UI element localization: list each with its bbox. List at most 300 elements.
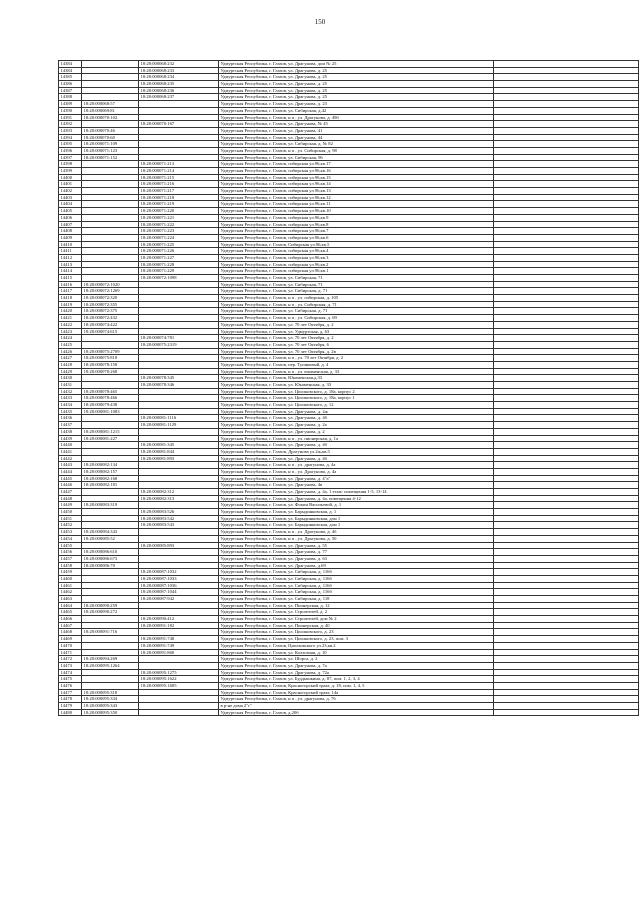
row-number-cell: 14462 — [59, 589, 82, 596]
note-cell — [494, 147, 639, 154]
table-row — [59, 194, 639, 201]
row-number-cell: 14440 — [59, 442, 82, 449]
land-cadastral-cell — [82, 248, 139, 255]
row-number-cell: 14463 — [59, 596, 82, 603]
land-cadastral-cell — [82, 596, 139, 603]
table-row — [59, 147, 639, 154]
note-cell — [494, 582, 639, 589]
row-number-cell: 14426 — [59, 348, 82, 355]
land-cadastral-cell — [82, 442, 139, 449]
land-cadastral-cell — [82, 569, 139, 576]
building-cadastral-cell: 18:28:000068:235 — [139, 81, 219, 88]
note-cell — [494, 669, 639, 676]
note-cell — [494, 61, 639, 68]
building-cadastral-cell — [139, 281, 219, 288]
note-cell — [494, 402, 639, 409]
table-row — [59, 502, 639, 509]
building-cadastral-cell — [139, 308, 219, 315]
address-cell: Удмуртская Республика, г. Глазов, сибирская ул.96,кв.16 — [219, 168, 494, 175]
building-cadastral-cell: 18:28:000071:220 — [139, 208, 219, 215]
land-cadastral-cell — [82, 448, 139, 455]
row-number-cell: 14452 — [59, 522, 82, 529]
address-cell: Удмуртская Республика, г. Глазов, сибирская ул.96,кв.6 — [219, 234, 494, 241]
building-cadastral-cell: 18:28:000071:222 — [139, 221, 219, 228]
building-cadastral-cell: 18:28:000087:1036 — [139, 582, 219, 589]
row-number-cell: 14431 — [59, 382, 82, 389]
note-cell — [494, 468, 639, 475]
address-cell: Удмуртская Республика, г. Глазов, ул. Драгунова, 41 — [219, 127, 494, 134]
land-cadastral-cell — [82, 382, 139, 389]
table-row — [59, 228, 639, 235]
row-number-cell: 14416 — [59, 281, 82, 288]
table-row — [59, 515, 639, 522]
address-cell: Удмуртская Республика, г. Глазов, ул. Юкаменская, д. 33 — [219, 382, 494, 389]
address-cell: Удмуртская Республика, г. Глазов, ул. Драгунова, д. 4а, 1 этаж: помещения 1-5, 13-14 — [219, 489, 494, 496]
address-cell: Удмуртская Республика, г. Глазов, ул. Колхозная, д. 10 — [219, 649, 494, 656]
land-cadastral-cell — [82, 636, 139, 643]
land-cadastral-cell — [82, 676, 139, 683]
note-cell — [494, 275, 639, 282]
row-number-cell: 14405 — [59, 208, 82, 215]
table-row — [59, 127, 639, 134]
note-cell — [494, 87, 639, 94]
address-cell: Удмуртская Республика, г. Глазов, сибирская ул.96,кв.17 — [219, 161, 494, 168]
row-number-cell: 14471 — [59, 649, 82, 656]
row-number-cell: 14393 — [59, 127, 82, 134]
table-row — [59, 174, 639, 181]
note-cell — [494, 295, 639, 302]
land-cadastral-cell — [82, 335, 139, 342]
address-cell: Удмуртская Республика, г. Глазов, ул. Драгунова, д. 77 — [219, 549, 494, 556]
note-cell — [494, 234, 639, 241]
row-number-cell: 14436 — [59, 415, 82, 422]
note-cell — [494, 408, 639, 415]
note-cell — [494, 208, 639, 215]
table-row — [59, 535, 639, 542]
land-cadastral-cell: 18:28:000095:318 — [82, 689, 139, 696]
land-cadastral-cell — [82, 174, 139, 181]
table-row — [59, 261, 639, 268]
note-cell — [494, 355, 639, 362]
address-cell: Удмуртская Республика, г. Глазов, ул. Строителей, дом № 2 — [219, 616, 494, 623]
building-cadastral-cell — [139, 609, 219, 616]
table-row — [59, 288, 639, 295]
address-cell: Удмуртская Республика, г. Глазов, ул. Пионерская, д. 40 — [219, 622, 494, 629]
note-cell — [494, 127, 639, 134]
building-cadastral-cell — [139, 428, 219, 435]
land-cadastral-cell: 18:28:000091:716 — [82, 629, 139, 636]
address-cell: Удмуртская Республика, г. Глазов, ул. Сибирская, д. 71 — [219, 288, 494, 295]
land-cadastral-cell — [82, 682, 139, 689]
table-row — [59, 475, 639, 482]
building-cadastral-cell: 18:28:000068:233 — [139, 67, 219, 74]
note-cell — [494, 101, 639, 108]
building-cadastral-cell — [139, 295, 219, 302]
address-cell: Удмуртская Республика, г. Глазов, ул. Сибирская, 96 — [219, 154, 494, 161]
registry-table-body — [59, 61, 639, 716]
row-number-cell: 14399 — [59, 168, 82, 175]
row-number-cell: 14444 — [59, 468, 82, 475]
note-cell — [494, 549, 639, 556]
building-cadastral-cell — [139, 703, 219, 710]
building-cadastral-cell: 18:28:000087:1033 — [139, 575, 219, 582]
row-number-cell: 14421 — [59, 315, 82, 322]
building-cadastral-cell: 18:28:000083:526 — [139, 509, 219, 516]
land-cadastral-cell: 18:28:000081:1083 — [82, 408, 139, 415]
land-cadastral-cell: 18:28:000082:181 — [82, 482, 139, 489]
building-cadastral-cell — [139, 629, 219, 636]
building-cadastral-cell: 18:28:000072:1098 — [139, 275, 219, 282]
land-cadastral-cell: 18:28:000069:81 — [82, 107, 139, 114]
table-row — [59, 468, 639, 475]
table-row — [59, 462, 639, 469]
land-cadastral-cell: 18:28:000070:60 — [82, 134, 139, 141]
note-cell — [494, 562, 639, 569]
land-cadastral-cell — [82, 515, 139, 522]
note-cell — [494, 482, 639, 489]
land-cadastral-cell — [82, 589, 139, 596]
note-cell — [494, 94, 639, 101]
table-row — [59, 689, 639, 696]
note-cell — [494, 154, 639, 161]
address-cell: Удмуртская Республика, г. Глазов, Красногорский тракт, д. 18, пом. 1, 4, 5 — [219, 682, 494, 689]
building-cadastral-cell: 18:28:000070:167 — [139, 121, 219, 128]
table-row — [59, 649, 639, 656]
address-cell: Удмуртская Республика, г. Глазов, ул. Барыдинковская, д. 1 — [219, 509, 494, 516]
land-cadastral-cell — [82, 422, 139, 429]
table-row — [59, 355, 639, 362]
row-number-cell: 14443 — [59, 462, 82, 469]
building-cadastral-cell: 18:28:000074:781 — [139, 335, 219, 342]
land-cadastral-cell — [82, 268, 139, 275]
table-row — [59, 375, 639, 382]
table-row — [59, 669, 639, 676]
building-cadastral-cell — [139, 475, 219, 482]
address-cell: Удмуртская Республика, г. Глазов, ул. Шорса, д. 2 — [219, 656, 494, 663]
table-row — [59, 61, 639, 68]
building-cadastral-cell — [139, 101, 219, 108]
land-cadastral-cell — [82, 669, 139, 676]
row-number-cell: 14420 — [59, 308, 82, 315]
building-cadastral-cell: 18:28:000071:221 — [139, 214, 219, 221]
table-row — [59, 248, 639, 255]
land-cadastral-cell — [82, 94, 139, 101]
building-cadastral-cell — [139, 361, 219, 368]
note-cell — [494, 542, 639, 549]
building-cadastral-cell — [139, 301, 219, 308]
address-cell: Удмуртская Республика, г. Глазов, ул. Фокин Васильевой, д. 1 — [219, 502, 494, 509]
building-cadastral-cell — [139, 395, 219, 402]
table-row — [59, 555, 639, 562]
table-row — [59, 522, 639, 529]
note-cell — [494, 248, 639, 255]
note-cell — [494, 529, 639, 536]
row-number-cell: 14390 — [59, 107, 82, 114]
table-row — [59, 275, 639, 282]
land-cadastral-cell: 18:28:000090:259 — [82, 602, 139, 609]
land-cadastral-cell: 18:28:000079:438 — [82, 402, 139, 409]
table-row — [59, 328, 639, 335]
land-cadastral-cell: 18:28:000072:1020 — [82, 281, 139, 288]
building-cadastral-cell — [139, 134, 219, 141]
building-cadastral-cell: 18:28:000071:215 — [139, 174, 219, 181]
building-cadastral-cell — [139, 555, 219, 562]
note-cell — [494, 168, 639, 175]
building-cadastral-cell: 18:28:000071:225 — [139, 241, 219, 248]
land-cadastral-cell: 18:28:000085:52 — [82, 535, 139, 542]
building-cadastral-cell — [139, 388, 219, 395]
land-cadastral-cell — [82, 161, 139, 168]
note-cell — [494, 395, 639, 402]
address-cell: Удмуртская Республика, г. Глазов, ул. Пионерская, д. 12 — [219, 602, 494, 609]
address-cell: Удмуртская Республика, г. Глазов, ул. Циолковского, д. 18а, корпус 2 — [219, 388, 494, 395]
note-cell — [494, 629, 639, 636]
table-row — [59, 74, 639, 81]
row-number-cell: 14466 — [59, 616, 82, 623]
note-cell — [494, 328, 639, 335]
land-cadastral-cell: 18:28:000090:272 — [82, 609, 139, 616]
note-cell — [494, 502, 639, 509]
address-cell: Удмуртская Республика, г. Глазов, ул. Драгунова, д. 4б — [219, 455, 494, 462]
address-cell: Удмуртская Республика, г. Глазов, ул. Сибирская, д. 116б — [219, 575, 494, 582]
row-number-cell: 14472 — [59, 656, 82, 663]
building-cadastral-cell: 18:28:000087:942 — [139, 596, 219, 603]
row-number-cell: 14423 — [59, 328, 82, 335]
land-cadastral-cell: 18:28:000095:334 — [82, 696, 139, 703]
address-cell: Удмуртская Республика, г. Глазов, н п , ул. драгунова, д. 76 — [219, 696, 494, 703]
address-cell: Удмуртская Республика, г. Глазов, н п , ул. 70 лет Октября, д. 2 — [219, 355, 494, 362]
row-number-cell: 14400 — [59, 174, 82, 181]
building-cadastral-cell — [139, 328, 219, 335]
row-number-cell: 14447 — [59, 489, 82, 496]
land-cadastral-cell: 18:28:000070:46 — [82, 127, 139, 134]
note-cell — [494, 555, 639, 562]
land-cadastral-cell — [82, 542, 139, 549]
land-cadastral-cell — [82, 254, 139, 261]
address-cell: Удмуртская Республика, г. Глазов, сибирская ул.96,кв.14 — [219, 181, 494, 188]
note-cell — [494, 361, 639, 368]
address-cell: Удмуртская Республика, г. Глазов, ул. Барыдинковская, дом 1 — [219, 522, 494, 529]
note-cell — [494, 201, 639, 208]
table-row — [59, 562, 639, 569]
building-cadastral-cell: 18:28:000082:312 — [139, 489, 219, 496]
table-row — [59, 569, 639, 576]
note-cell — [494, 609, 639, 616]
building-cadastral-cell: 18:28:000068:234 — [139, 74, 219, 81]
building-cadastral-cell — [139, 709, 219, 716]
land-cadastral-cell — [82, 67, 139, 74]
row-number-cell: 14441 — [59, 448, 82, 455]
note-cell — [494, 535, 639, 542]
building-cadastral-cell: 18:28:000071:229 — [139, 268, 219, 275]
row-number-cell: 14401 — [59, 181, 82, 188]
land-cadastral-cell: 18:28:000086:673 — [82, 555, 139, 562]
row-number-cell: 14410 — [59, 241, 82, 248]
address-cell: Удмуртская Республика, г. Глазов, ул. Драгунова, д. 25 — [219, 74, 494, 81]
address-cell: Удмуртская Республика, г. Глазов, сибирская ул.96,кв.2 — [219, 261, 494, 268]
land-cadastral-cell: 18:28:000078:158 — [82, 361, 139, 368]
building-cadastral-cell: 18:28:000091:749 — [139, 642, 219, 649]
land-cadastral-cell — [82, 201, 139, 208]
row-number-cell: 14448 — [59, 495, 82, 502]
note-cell — [494, 475, 639, 482]
table-row — [59, 582, 639, 589]
table-row — [59, 234, 639, 241]
note-cell — [494, 348, 639, 355]
land-cadastral-cell: 18:28:000086:610 — [82, 549, 139, 556]
note-cell — [494, 375, 639, 382]
land-cadastral-cell — [82, 188, 139, 195]
row-number-cell: 14402 — [59, 188, 82, 195]
note-cell — [494, 489, 639, 496]
row-number-cell: 14398 — [59, 161, 82, 168]
note-cell — [494, 636, 639, 643]
address-cell: Удмуртская Республика, г. Глазов, Красногорский тракт, 14а — [219, 689, 494, 696]
land-cadastral-cell: 18:28:000075:2709 — [82, 348, 139, 355]
table-row — [59, 495, 639, 502]
address-cell: Удмуртская Республика, г. Глазов, ул. Драгунова, д. 2а — [219, 422, 494, 429]
address-cell: Удмуртская Республика, г. Глазов, ул. Сибирская, д. 116б — [219, 569, 494, 576]
land-cadastral-cell: 18:28:000078:465 — [82, 388, 139, 395]
row-number-cell: 14406 — [59, 214, 82, 221]
note-cell — [494, 74, 639, 81]
note-cell — [494, 589, 639, 596]
table-row — [59, 422, 639, 429]
row-number-cell: 14453 — [59, 529, 82, 536]
building-cadastral-cell: 18:28:000081:1129 — [139, 422, 219, 429]
address-cell: Удмуртская Республика, г. Глазов, сибирская ул.96,кв.3 — [219, 254, 494, 261]
note-cell — [494, 141, 639, 148]
building-cadastral-cell: 18:28:000078:345 — [139, 375, 219, 382]
note-cell — [494, 335, 639, 342]
land-cadastral-cell — [82, 455, 139, 462]
building-cadastral-cell: 18:28:000068:237 — [139, 94, 219, 101]
table-row — [59, 703, 639, 710]
note-cell — [494, 422, 639, 429]
table-row — [59, 214, 639, 221]
building-cadastral-cell — [139, 535, 219, 542]
building-cadastral-cell: 18:28:000095:1685 — [139, 682, 219, 689]
building-cadastral-cell: 18:28:000082:313 — [139, 495, 219, 502]
row-number-cell: 14386 — [59, 81, 82, 88]
table-row — [59, 201, 639, 208]
row-number-cell: 14385 — [59, 74, 82, 81]
row-number-cell: 14454 — [59, 535, 82, 542]
table-row — [59, 509, 639, 516]
row-number-cell: 14417 — [59, 288, 82, 295]
land-cadastral-cell — [82, 642, 139, 649]
table-row — [59, 208, 639, 215]
row-number-cell: 14419 — [59, 301, 82, 308]
table-row — [59, 335, 639, 342]
address-cell: Удмуртская Республика, г. Глазов, ул. Драгунова, д. 25 — [219, 81, 494, 88]
note-cell — [494, 435, 639, 442]
building-cadastral-cell: 18:28:000068:232 — [139, 61, 219, 68]
row-number-cell: 14414 — [59, 268, 82, 275]
page-number: 150 — [314, 18, 326, 26]
land-cadastral-cell — [82, 575, 139, 582]
table-row — [59, 676, 639, 683]
building-cadastral-cell: 18:28:000071:213 — [139, 161, 219, 168]
address-cell: Удмуртская Республика, г. Глазов, ул. Циолковского, д. 12 — [219, 402, 494, 409]
row-number-cell: 14418 — [59, 295, 82, 302]
address-cell: Удмуртская Республика, г. Глазов, ул. 70 лет Октября, 6 — [219, 341, 494, 348]
land-cadastral-cell: 18:28:000068:57 — [82, 101, 139, 108]
table-row — [59, 101, 639, 108]
building-cadastral-cell — [139, 127, 219, 134]
table-row — [59, 321, 639, 328]
note-cell — [494, 415, 639, 422]
address-cell: Удмуртская Республика, г. Глазов, н п , ул. пионерская, д. 1а — [219, 435, 494, 442]
row-number-cell: 14430 — [59, 375, 82, 382]
row-number-cell: 14451 — [59, 515, 82, 522]
address-cell: Удмуртская Республика, г. Глазов, ул. Строителей, д. 2 — [219, 609, 494, 616]
address-cell: Удмуртская Республика, г. Глазов, н п , ул. сибирская, д. 105 — [219, 295, 494, 302]
land-cadastral-cell — [82, 221, 139, 228]
land-cadastral-cell — [82, 214, 139, 221]
table-row — [59, 168, 639, 175]
address-cell: Удмуртская Республика, г. Глазов, ул. Сибирская, д. 118 — [219, 596, 494, 603]
land-cadastral-cell — [82, 87, 139, 94]
table-row — [59, 348, 639, 355]
table-row — [59, 315, 639, 322]
address-cell: Удмуртская Республика, г. Глазов, Юкаменская,д.33 — [219, 375, 494, 382]
address-cell: Удмуртская Республика, г. Глазов, ул. Драгунова, д. 23 — [219, 101, 494, 108]
note-cell — [494, 509, 639, 516]
note-cell — [494, 569, 639, 576]
row-number-cell: 14449 — [59, 502, 82, 509]
note-cell — [494, 315, 639, 322]
note-cell — [494, 107, 639, 114]
land-cadastral-cell — [82, 194, 139, 201]
row-number-cell: 14397 — [59, 154, 82, 161]
address-cell: Удмуртская Республика, г. Глазов, ул. Драгунова, д. 4"а" — [219, 475, 494, 482]
note-cell — [494, 495, 639, 502]
building-cadastral-cell: 18:28:000083:543 — [139, 522, 219, 529]
address-cell: Удмуртская Республика, г. Глазов, ул. Сибирская, д. 116б — [219, 582, 494, 589]
row-number-cell: 14388 — [59, 94, 82, 101]
note-cell — [494, 261, 639, 268]
table-row — [59, 141, 639, 148]
registry-table — [58, 60, 639, 716]
table-row — [59, 656, 639, 663]
address-cell: в р-не дома 2"г" — [219, 703, 494, 710]
building-cadastral-cell: 18:28:000090:412 — [139, 616, 219, 623]
table-row — [59, 341, 639, 348]
note-cell — [494, 254, 639, 261]
note-cell — [494, 281, 639, 288]
land-cadastral-cell — [82, 74, 139, 81]
building-cadastral-cell — [139, 368, 219, 375]
note-cell — [494, 308, 639, 315]
land-cadastral-cell: 18:28:000075:818 — [82, 355, 139, 362]
table-row — [59, 589, 639, 596]
land-cadastral-cell — [82, 649, 139, 656]
address-cell: Удмуртская Республика, г. Глазов, ул. Драгунова, 4в — [219, 482, 494, 489]
building-cadastral-cell — [139, 114, 219, 121]
building-cadastral-cell: 18:28:000095:1622 — [139, 676, 219, 683]
note-cell — [494, 656, 639, 663]
note-cell — [494, 241, 639, 248]
note-cell — [494, 442, 639, 449]
building-cadastral-cell: 18:28:000085:893 — [139, 542, 219, 549]
row-number-cell: 14456 — [59, 549, 82, 556]
building-cadastral-cell — [139, 408, 219, 415]
land-cadastral-cell — [82, 622, 139, 629]
note-cell — [494, 214, 639, 221]
table-row — [59, 254, 639, 261]
land-cadastral-cell: 18:28:000078:466 — [82, 395, 139, 402]
